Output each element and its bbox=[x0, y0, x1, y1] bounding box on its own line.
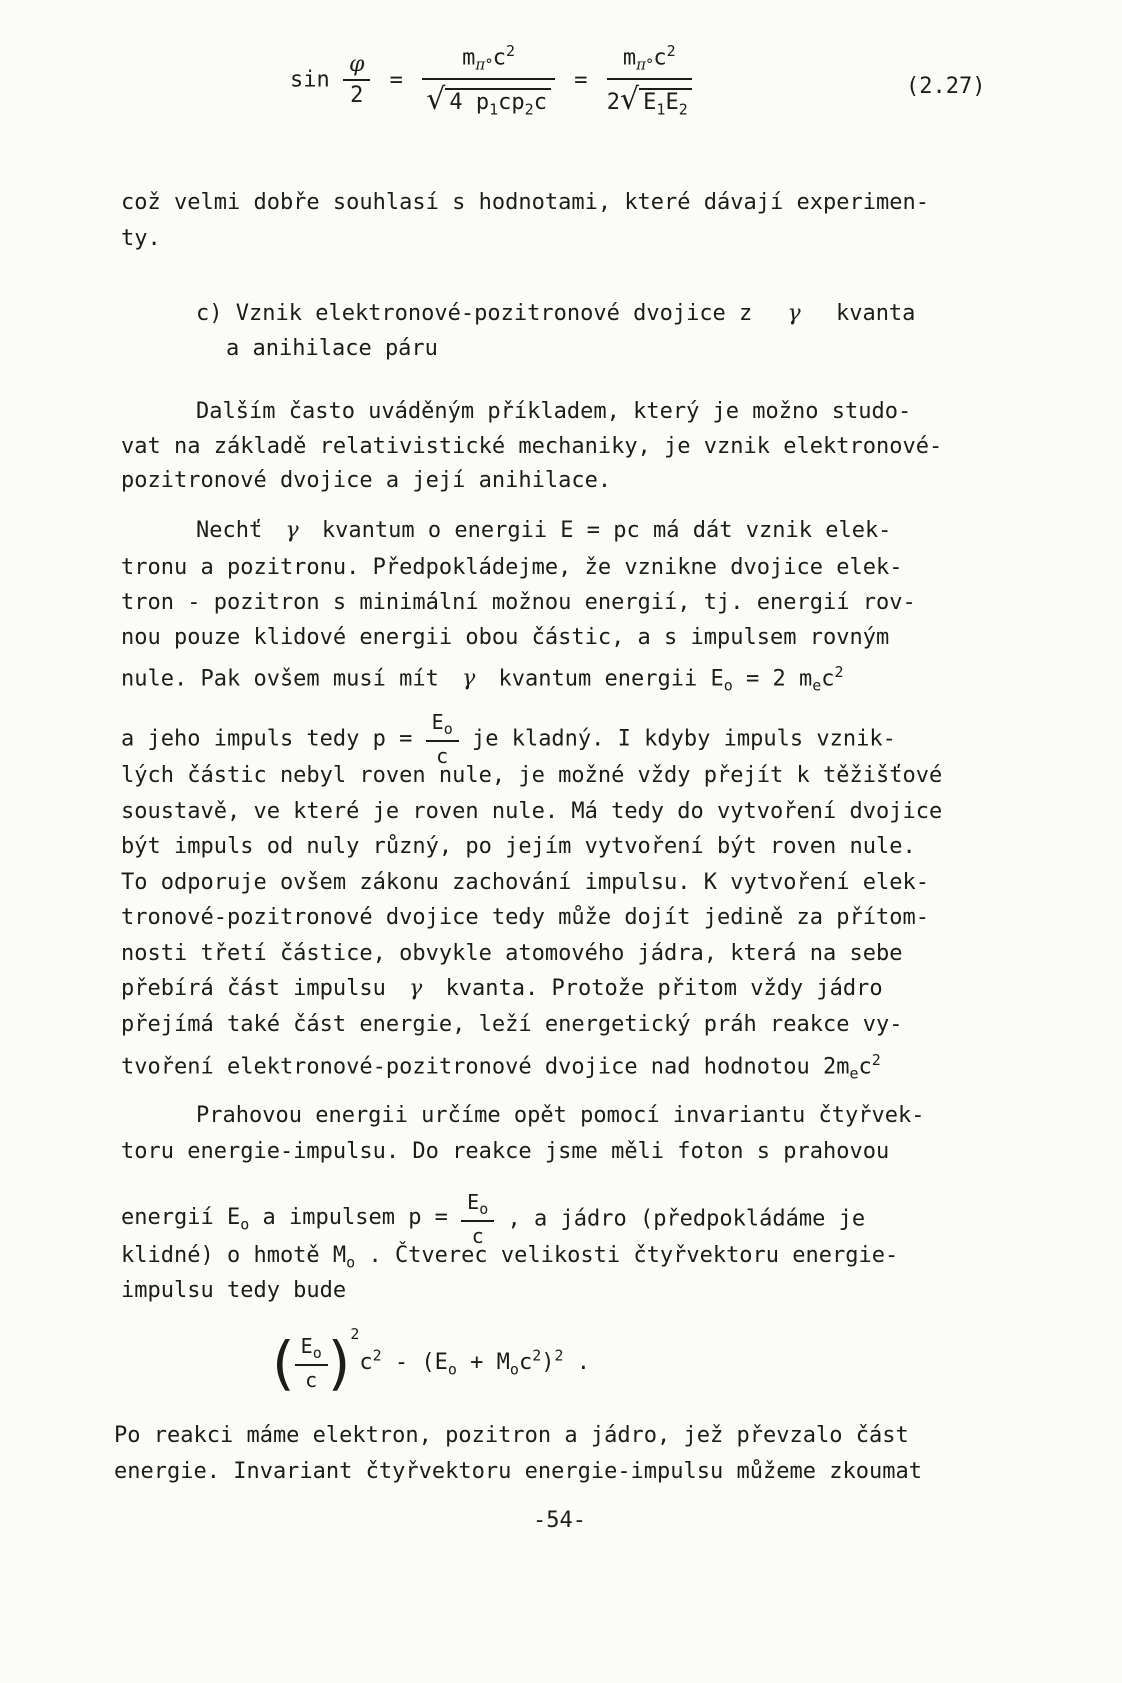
text-line: tron - pozitron s minimální možnou energií, tj. energií rov- bbox=[121, 590, 916, 615]
eq-lhs-num: φ bbox=[343, 52, 370, 81]
text-line: přebírá část impulsu γ kvanta. Protože přitom vždy jádro bbox=[121, 976, 883, 1001]
eq-frac1-den: √ 4 $p_1cp_2c$ bbox=[422, 80, 555, 118]
text-line: vat na základě relativistické mechaniky, je vznik elektronové- bbox=[121, 434, 943, 459]
eq-lhs-den: 2 bbox=[350, 83, 364, 109]
equation-invariant: ( $\frac{E_o}{c}$ )$^2c^2 - (E_o + M_oc^2)^2$ . bbox=[272, 1325, 591, 1397]
text-line: To odporuje ovšem zákonu zachování impulsu. K vytvoření elek- bbox=[121, 870, 929, 895]
text-line: tronové-pozitronové dvojice tedy může dojít jedině za přítom- bbox=[121, 905, 929, 930]
text-line: tvoření elektronové-pozitronové dvojice nad hodnotou $2m_ec^2$ bbox=[121, 1051, 881, 1083]
text-line: energií $E_o$ a impulsem p = $\frac{E_o}{c}$ , a jádro (předpokládáme je bbox=[121, 1190, 866, 1248]
eq-frac2-den: 2√ $E_1E_2$ bbox=[607, 80, 692, 118]
text-line: impulsu tedy bude bbox=[121, 1278, 347, 1303]
text-line: přejímá také část energie, leží energetický práh reakce vy- bbox=[121, 1012, 903, 1037]
page-number: -54- bbox=[533, 1508, 586, 1533]
eq-frac2-num: $m_{\pi^\circ}c^2$ bbox=[607, 42, 692, 80]
eq-fraction-1 bbox=[422, 42, 555, 118]
text-line: toru energie-impulsu. Do reakce jsme měli foton s prahovou bbox=[121, 1139, 890, 1164]
text-line: nou pouze klidové energii obou částic, a s impulsem rovným bbox=[121, 625, 890, 650]
text-line: což velmi dobře souhlasí s hodnotami, které dávají experimen- bbox=[121, 190, 929, 215]
fraction-eo-c: $\frac{E_o}{c}$ bbox=[426, 710, 459, 768]
fraction-eo-c: $\frac{E_o}{c}$ bbox=[461, 1190, 494, 1248]
text-line: nosti třetí částice, obvykle atomového jádra, která na sebe bbox=[121, 941, 903, 966]
text-line: Po reakci máme elektron, pozitron a jádro, jež převzalo část bbox=[114, 1423, 909, 1448]
text-line: tronu a pozitronu. Předpokládejme, že vznikne dvojice elek- bbox=[121, 555, 903, 580]
eq-equals-2: = bbox=[574, 67, 588, 93]
text-line: Dalším často uváděným příkladem, který je možno studo- bbox=[196, 399, 912, 424]
section-heading: c) Vznik elektronové-pozitronové dvojice z γ kvanta bbox=[196, 301, 916, 326]
eq-fraction-2 bbox=[607, 42, 692, 118]
text-line: pozitronové dvojice a její anihilace. bbox=[121, 468, 612, 493]
text-line: ty. bbox=[121, 226, 161, 251]
eq-frac1-num: $m_{\pi^\circ}c^2$ bbox=[422, 42, 555, 80]
text-line: Nechť γ kvantum o energii E = pc má dát vznik elek- bbox=[196, 518, 892, 543]
text-line: a jeho impuls tedy p = $\frac{E_o}{c}$ je kladný. I kdyby impuls vznik- bbox=[121, 710, 896, 768]
text-line: lých částic nebyl roven nule, je možné vždy přejít k těžišťové bbox=[121, 763, 943, 788]
eq-equals-1: = bbox=[389, 67, 403, 93]
text-line: Prahovou energii určíme opět pomocí invariantu čtyřvek- bbox=[196, 1103, 925, 1128]
text-line: nule. Pak ovšem musí mít γ kvantum energii $E_o = 2$ $m_ec^2$ bbox=[121, 663, 844, 695]
eq-lhs-fraction bbox=[343, 52, 370, 108]
text-line: soustavě, ve které je roven nule. Má tedy do vytvoření dvojice bbox=[121, 799, 943, 824]
section-heading-line-2: a anihilace páru bbox=[226, 336, 438, 361]
equation-2-27 bbox=[290, 42, 692, 132]
text-line: klidné) o hmotě $M_o$ . Čtverec velikosti čtyřvektoru energie- bbox=[121, 1243, 899, 1272]
eq-sin: sin bbox=[290, 67, 330, 93]
text-line: energie. Invariant čtyřvektoru energie-impulsu můžeme zkoumat bbox=[114, 1459, 922, 1484]
equation-number: (2.27) bbox=[906, 74, 986, 99]
text-line: být impuls od nuly různý, po jejím vytvoření být roven nule. bbox=[121, 834, 916, 859]
